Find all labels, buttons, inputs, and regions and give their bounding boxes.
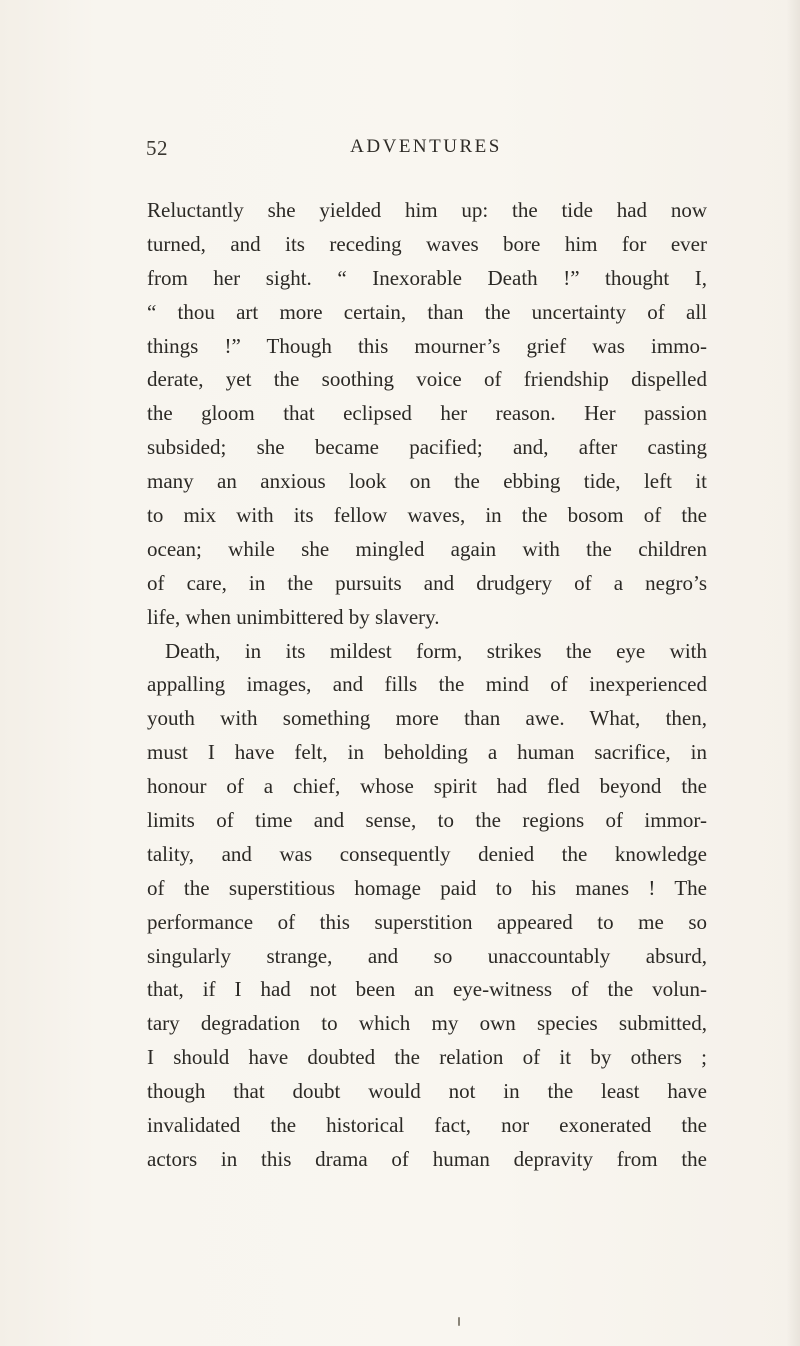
text-line: “ thou art more certain, than the uncertainty of all: [147, 299, 707, 324]
body-text: [147, 194, 707, 1177]
text-line: tality, and was consequently denied the knowledge: [147, 841, 707, 866]
printer-mark: [458, 1317, 460, 1326]
text-line: must I have felt, in beholding a human sacrifice, in: [147, 740, 707, 765]
text-line-paragraph-end: life, when unimbittered by slavery.: [147, 604, 440, 629]
text-line: that, if I had not been an eye-witness of the volun-: [147, 977, 707, 1002]
text-line: appalling images, and fills the mind of inexperienced: [147, 672, 707, 697]
text-line: of the superstitious homage paid to his manes ! The: [147, 875, 707, 900]
text-line: the gloom that eclipsed her reason. Her passion: [147, 401, 707, 426]
text-line: many an anxious look on the ebbing tide, left it: [147, 469, 707, 494]
text-line: to mix with its fellow waves, in the bosom of the: [147, 503, 707, 528]
text-line: things !” Though this mourner’s grief was immo-: [147, 333, 707, 358]
text-line: performance of this superstition appeared to me so: [147, 909, 707, 934]
text-line: honour of a chief, whose spirit had fled beyond the: [147, 774, 707, 799]
text-line: though that doubt would not in the least have: [147, 1079, 707, 1104]
text-line: Reluctantly she yielded him up: the tide had now: [147, 198, 707, 222]
text-line: from her sight. “ Inexorable Death !” thought I,: [147, 265, 707, 290]
text-line: derate, yet the soothing voice of friendship dispelled: [147, 367, 707, 392]
text-line: invalidated the historical fact, nor exonerated the: [147, 1113, 707, 1138]
page-edge-shadow: [786, 0, 800, 1346]
page-number: 52: [146, 136, 168, 160]
text-line-paragraph-start: Death, in its mildest form, strikes the eye with: [165, 638, 707, 663]
text-line: tary degradation to which my own species submitted,: [147, 1011, 707, 1036]
text-line: turned, and its receding waves bore him for ever: [147, 231, 707, 256]
text-line: I should have doubted the relation of it by others ;: [147, 1045, 707, 1070]
text-line: singularly strange, and so unaccountably absurd,: [147, 943, 707, 968]
text-line: subsided; she became pacified; and, after casting: [147, 435, 707, 460]
running-head-title: ADVENTURES: [350, 136, 502, 157]
text-line: of care, in the pursuits and drudgery of a negro’s: [147, 570, 707, 595]
text-line: ocean; while she mingled again with the children: [147, 536, 707, 561]
text-line: youth with something more than awe. What, then,: [147, 706, 707, 731]
text-line: limits of time and sense, to the regions of immor-: [147, 808, 707, 833]
text-line: actors in this drama of human depravity from the: [147, 1146, 707, 1171]
running-head: [146, 136, 706, 168]
